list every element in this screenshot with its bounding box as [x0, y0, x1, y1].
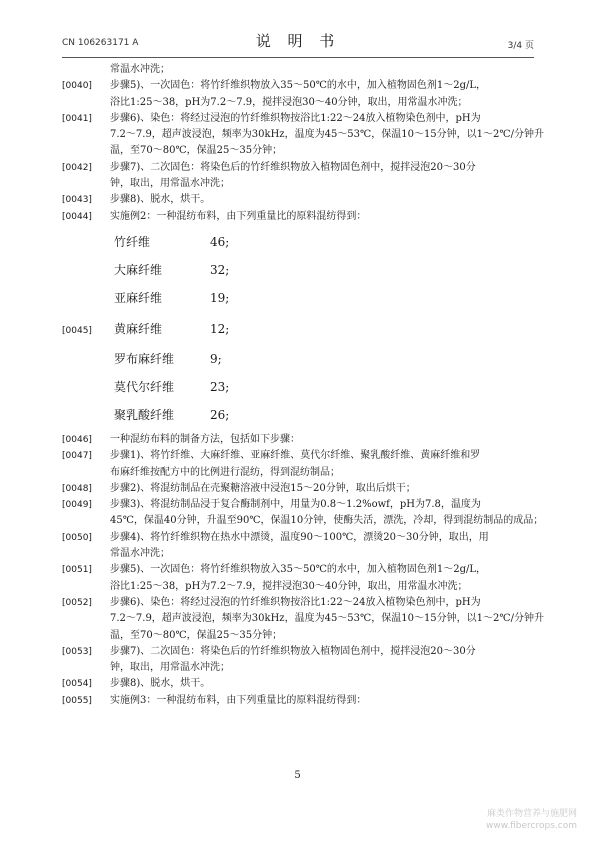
paragraph-text: 常温水冲洗； [110, 64, 170, 75]
text-line [62, 676, 534, 692]
paragraph-text: 实施例2：一种混纺布料，由下列重量比的原料混纺得到： [110, 210, 367, 222]
ingredient-name: 莫代尔纤维 [114, 379, 175, 394]
paragraph-number: [0043] [62, 195, 92, 206]
text-line [62, 497, 534, 513]
paragraph-text: 实施例3：一种混纺布料，由下列重量比的原料混纺得到： [110, 694, 367, 706]
text-line [62, 111, 534, 127]
ingredient-name: 亚麻纤维 [114, 290, 163, 305]
text-line [62, 95, 534, 111]
paragraph-text: 浴比1:25～38，pH为7.2～7.9，搅拌浸泡30～40分钟，取出，用常温水冲洗； [110, 96, 468, 108]
paragraph-text: 步骤5)、一次固色：将竹纤维织物放入35～50℃的水中，加入植物固色剂1～2g/L， [110, 80, 487, 92]
paragraph-number: [0040] [62, 81, 92, 92]
text-line [62, 465, 534, 481]
ingredient-row [62, 315, 534, 345]
watermark [486, 808, 577, 832]
paragraph-text: 步骤7)、二次固色：将染色后的竹纤维织物放入植物固色剂中，搅拌浸泡20～30分 [110, 161, 476, 173]
watermark-title: 麻类作物营养与施肥网 [486, 809, 577, 819]
paragraph-text: 步骤5)、一次固色：将竹纤维织物放入35～50℃的水中，加入植物固色剂1～2g/L， [110, 564, 487, 576]
watermark-url: www.fibercrops.com [486, 821, 577, 831]
paragraph-number: [0044] [62, 211, 92, 222]
paragraph-text: 温，至70～80℃，保温25～35分钟； [110, 145, 283, 157]
page-indicator: 3/4 页 [507, 41, 534, 51]
document-body [62, 62, 544, 709]
paragraph-text: 步骤1)、将竹纤维、大麻纤维、亚麻纤维、莫代尔纤维、聚乳酸纤维、黄麻纤维和罗 [110, 450, 481, 462]
text-line [62, 660, 534, 676]
text-line [62, 127, 544, 143]
text-line [62, 644, 534, 660]
text-line [62, 432, 534, 448]
ingredient-name: 罗布麻纤维 [114, 351, 175, 366]
text-line [62, 176, 534, 192]
paragraph-number: [0042] [62, 162, 92, 173]
ingredient-ratio: 19; [210, 290, 230, 305]
paragraph-text: 一种混纺布料的制备方法，包括如下步骤： [110, 433, 300, 445]
paragraph-number: [0047] [62, 451, 92, 462]
ingredient-name: 聚乳酸纤维 [114, 407, 175, 422]
paragraph-text: 步骤6)、染色：将经过浸泡的竹纤维织物按浴比1:22～24放入植物染色剂中，pH为 [110, 596, 481, 608]
ingredient-name: 竹纤维 [114, 234, 151, 249]
paragraph-text: 步骤2)、将混纺制品在壳聚糖溶液中浸泡15～20分钟，取出后烘干； [110, 482, 416, 494]
paragraph-text: 45℃，保温40分钟，升温至90℃，保温10分钟，使酶失活，漂洗，冷却，得到混纺制品的成品； [110, 515, 544, 527]
page-number: 5 [294, 770, 301, 781]
paragraph-text: 步骤8)、脱水，烘干。 [110, 194, 211, 206]
header-divider [62, 57, 534, 58]
text-line [62, 579, 534, 595]
ingredient-ratio: 32; [210, 262, 230, 277]
paragraph-text: 步骤3)、将混纺制品浸于复合酶制剂中，用量为0.8～1.2%owf，pH为7.8，温度为 [110, 499, 481, 511]
ingredient-row [114, 401, 534, 429]
paragraph-number: [0054] [62, 679, 92, 690]
text-line [62, 530, 534, 546]
text-line [62, 143, 534, 159]
text-line [62, 62, 534, 78]
paragraph-text: 步骤8)、脱水，烘干。 [110, 678, 211, 690]
paragraph-number: [0041] [62, 113, 92, 124]
text-line [62, 78, 534, 94]
paragraph-number: [0046] [62, 434, 92, 445]
patent-number: CN 106263171 A [62, 38, 139, 48]
ingredient-ratio: 12; [210, 321, 230, 336]
paragraph-number: [0048] [62, 483, 92, 494]
ingredient-row [114, 228, 534, 256]
paragraph-text: 浴比1:25～38，pH为7.2～7.9，搅拌浸泡30～40分钟，取出，用常温水冲洗； [110, 580, 468, 592]
paragraph-number: [0053] [62, 646, 92, 657]
text-line [62, 209, 534, 225]
ingredient-row [114, 373, 534, 401]
paragraph-number: [0050] [62, 532, 92, 543]
text-line [62, 160, 534, 176]
paragraph-text: 7.2～7.9，超声波浸泡，频率为30kHz，温度为45～53℃，保温10～15分钟，以1～2℃/分钟升 [110, 613, 544, 625]
text-line [62, 628, 534, 644]
ingredient-ratio: 9; [210, 351, 222, 366]
document-title: 说 明 书 [255, 32, 341, 50]
ingredient-name: 黄麻纤维 [114, 321, 163, 336]
paragraph-text: 常温水冲洗； [110, 548, 170, 560]
paragraph-number: [0052] [62, 597, 92, 608]
text-line [62, 513, 544, 529]
ingredient-row [114, 256, 534, 284]
paragraph-text: 步骤7)、二次固色：将染色后的竹纤维织物放入植物固色剂中，搅拌浸泡20～30分 [110, 645, 476, 657]
ingredient-ratio: 46; [210, 234, 230, 249]
paragraph-block-1 [62, 62, 544, 225]
paragraph-number: [0051] [62, 565, 92, 576]
text-line [62, 562, 534, 578]
ingredient-ratio: 23; [210, 379, 230, 394]
paragraph-text: 7.2～7.9，超声波浸泡，频率为30kHz，温度为45～53℃，保温10～15分钟，以1～2℃/分钟升 [110, 129, 544, 141]
ingredient-row [114, 284, 534, 312]
text-line [62, 693, 534, 709]
paragraph-text: 温，至70～80℃，保温25～35分钟； [110, 629, 283, 641]
ingredient-ratio: 26; [210, 407, 230, 422]
paragraph-text: 步骤4)、将竹纤维织物在热水中漂烫，温度90～100℃，漂烫20～30分钟，取出，用 [110, 531, 489, 543]
text-line [62, 595, 534, 611]
paragraph-text: 钟，取出，用常温水冲洗； [110, 662, 230, 674]
paragraph-text: 布麻纤维按配方中的比例进行混纺，得到混纺制品； [110, 466, 340, 478]
paragraph-text: 钟，取出，用常温水冲洗； [110, 178, 230, 190]
ingredient-row [114, 345, 534, 373]
text-line [62, 448, 534, 464]
text-line [62, 611, 544, 627]
ingredient-list-continued [62, 315, 534, 429]
ingredient-name: 大麻纤维 [114, 262, 163, 277]
paragraph-number: [0049] [62, 500, 92, 511]
paragraph-block-2 [62, 432, 544, 709]
paragraph-text: 步骤6)、染色：将经过浸泡的竹纤维织物按浴比1:22～24放入植物染色剂中，pH为 [110, 112, 481, 124]
paragraph-number: [0045] [62, 325, 92, 336]
text-line [62, 481, 534, 497]
page-header [62, 28, 534, 54]
ingredient-list [62, 228, 534, 312]
text-line [62, 192, 534, 208]
paragraph-number: [0055] [62, 695, 92, 706]
text-line [62, 546, 534, 562]
